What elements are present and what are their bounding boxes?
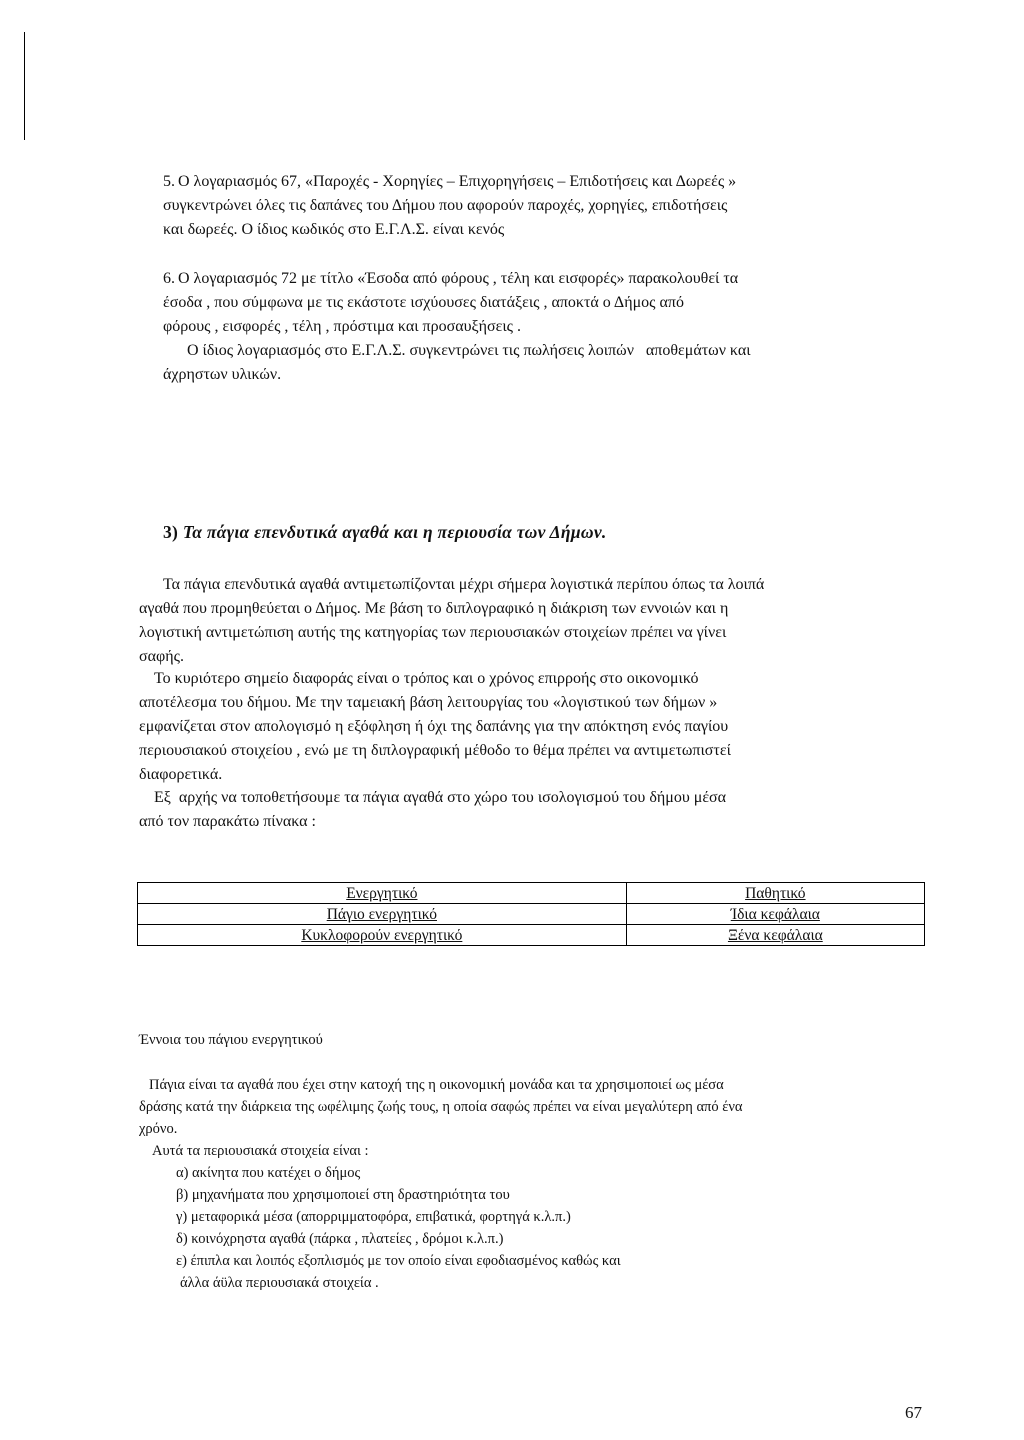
item-number: 5.: [163, 173, 175, 190]
list-item: δ) κοινόχρηστα αγαθά (πάρκα , πλατείες , δρόμοι κ.λ.π.): [176, 1231, 504, 1247]
paragraph-3: [139, 786, 925, 834]
item6-line: Ο λογαριασμός 72 με τίτλο «Έσοδα από φόρους , τέλη και εισφορές» παρακολουθεί τα: [178, 270, 739, 287]
paragraph-line: από τον παρακάτω πίνακα :: [139, 813, 316, 830]
table-cell: Ίδια κεφάλαια: [626, 904, 924, 925]
page-number: 67: [905, 1403, 922, 1422]
table-cell: Κυκλοφορούν ενεργητικό: [138, 925, 627, 946]
paragraph-1: [139, 573, 925, 669]
paragraph-line: χρόνο.: [139, 1121, 178, 1137]
item6-line: έσοδα , που σύμφωνα με τις εκάστοτε ισχύουσες διατάξεις , αποκτά ο Δήμος από: [163, 294, 684, 311]
item5-line: Ο λογαριασμός 67, «Παροχές - Χορηγίες – Επιχορηγήσεις – Επιδοτήσεις και Δωρεές »: [178, 173, 737, 190]
balance-sheet-table: [137, 882, 925, 946]
item6-line: άχρηστων υλικών.: [163, 366, 282, 383]
item-number: 6.: [163, 270, 175, 287]
section-title: Τα πάγια επενδυτικά αγαθά και η περιουσία των Δήμων.: [182, 522, 607, 542]
assets-intro: Αυτά τα περιουσιακά στοιχεία είναι :: [152, 1143, 369, 1159]
paragraph-line: διαφορετικά.: [139, 766, 223, 783]
margin-rule: [24, 32, 25, 140]
table-cell: Παθητικό: [626, 883, 924, 904]
section-number: 3): [163, 522, 179, 542]
table-cell: Πάγιο ενεργητικό: [138, 904, 627, 925]
item5-line: και δωρεές. Ο ίδιος κωδικός στο Ε.Γ.Λ.Σ. είναι κενός: [163, 221, 505, 238]
item6-line: φόρους , εισφορές , τέλη , πρόστιμα και προσαυξήσεις .: [163, 318, 521, 335]
paragraph-line: περιουσιακού στοιχείου , ενώ με τη διπλογραφική μέθοδο το θέμα πρέπει να αντιμετωπιστεί: [139, 742, 731, 759]
assets-list: [176, 1162, 925, 1294]
paragraph-line: εμφανίζεται στον απολογισμό η εξόφληση ή όχι της δαπάνης για την απόκτηση ενός παγίου: [139, 718, 729, 735]
table-row: [138, 904, 925, 925]
concept-title: Έννοια του πάγιου ενεργητικού: [139, 1032, 323, 1048]
list-item-6: [163, 267, 925, 387]
paragraph-line: αγαθά που προμηθεύεται ο Δήμος. Με βάση το διπλογραφικό η διάκριση των εννοιών και η: [139, 600, 729, 617]
paragraph-line: Εξ αρχής να τοποθετήσουμε τα πάγια αγαθά στο χώρο του ισολογισμού του δήμου μέσα: [154, 789, 727, 806]
paragraph-line: σαφής.: [139, 648, 184, 665]
paragraph-line: Πάγια είναι τα αγαθά που έχει στην κατοχή της η οικονομική μονάδα και τα χρησιμοποιεί ως μέσα: [149, 1077, 724, 1093]
table-cell: Ξένα κεφάλαια: [626, 925, 924, 946]
paragraph-line: Το κυριότερο σημείο διαφοράς είναι ο τρόπος και ο χρόνος επιρροής στο οικονομικό: [154, 670, 699, 687]
list-item: ε) έπιπλα και λοιπός εξοπλισμός με τον οποίο είναι εφοδιασμένος καθώς και: [176, 1253, 621, 1269]
list-item: γ) μεταφορικά μέσα (απορριμματοφόρα, επιβατικά, φορτηγά κ.λ.π.): [176, 1209, 571, 1225]
list-item: β) μηχανήματα που χρησιμοποιεί στη δραστηριότητα του: [176, 1187, 510, 1203]
table-row: [138, 925, 925, 946]
paragraph-line: αποτέλεσμα του δήμου. Με την ταμειακή βάση λειτουργίας του «λογιστικού των δήμων »: [139, 694, 718, 711]
paragraph-line: Τα πάγια επενδυτικά αγαθά αντιμετωπίζονται μέχρι σήμερα λογιστικά περίπου όπως τα λοιπά: [163, 576, 765, 593]
paragraph-line: δράσης κατά την διάρκεια της ωφέλιμης ζωής τους, η οποία σαφώς πρέπει να είναι μεγαλύτερη από ένα: [139, 1099, 743, 1115]
item6-line: Ο ίδιος λογαριασμός στο Ε.Γ.Λ.Σ. συγκεντρώνει τις πωλήσεις λοιπών αποθεμάτων και: [187, 342, 751, 359]
list-item-5: [163, 170, 925, 242]
paragraph-line: λογιστική αντιμετώπιση αυτής της κατηγορίας των περιουσιακών στοιχείων πρέπει να γίνει: [139, 624, 727, 641]
list-item: άλλα άϋλα περιουσιακά στοιχεία .: [180, 1275, 379, 1291]
paragraph-2: [139, 667, 925, 787]
table-row: [138, 883, 925, 904]
section-heading: [163, 522, 607, 543]
table-cell: Ενεργητικό: [138, 883, 627, 904]
list-item: α) ακίνητα που κατέχει ο δήμος: [176, 1165, 361, 1181]
concept-paragraph: [139, 1074, 925, 1140]
item5-line: συγκεντρώνει όλες τις δαπάνες του Δήμου που αφορούν παροχές, χορηγίες, επιδοτήσεις: [163, 197, 728, 214]
